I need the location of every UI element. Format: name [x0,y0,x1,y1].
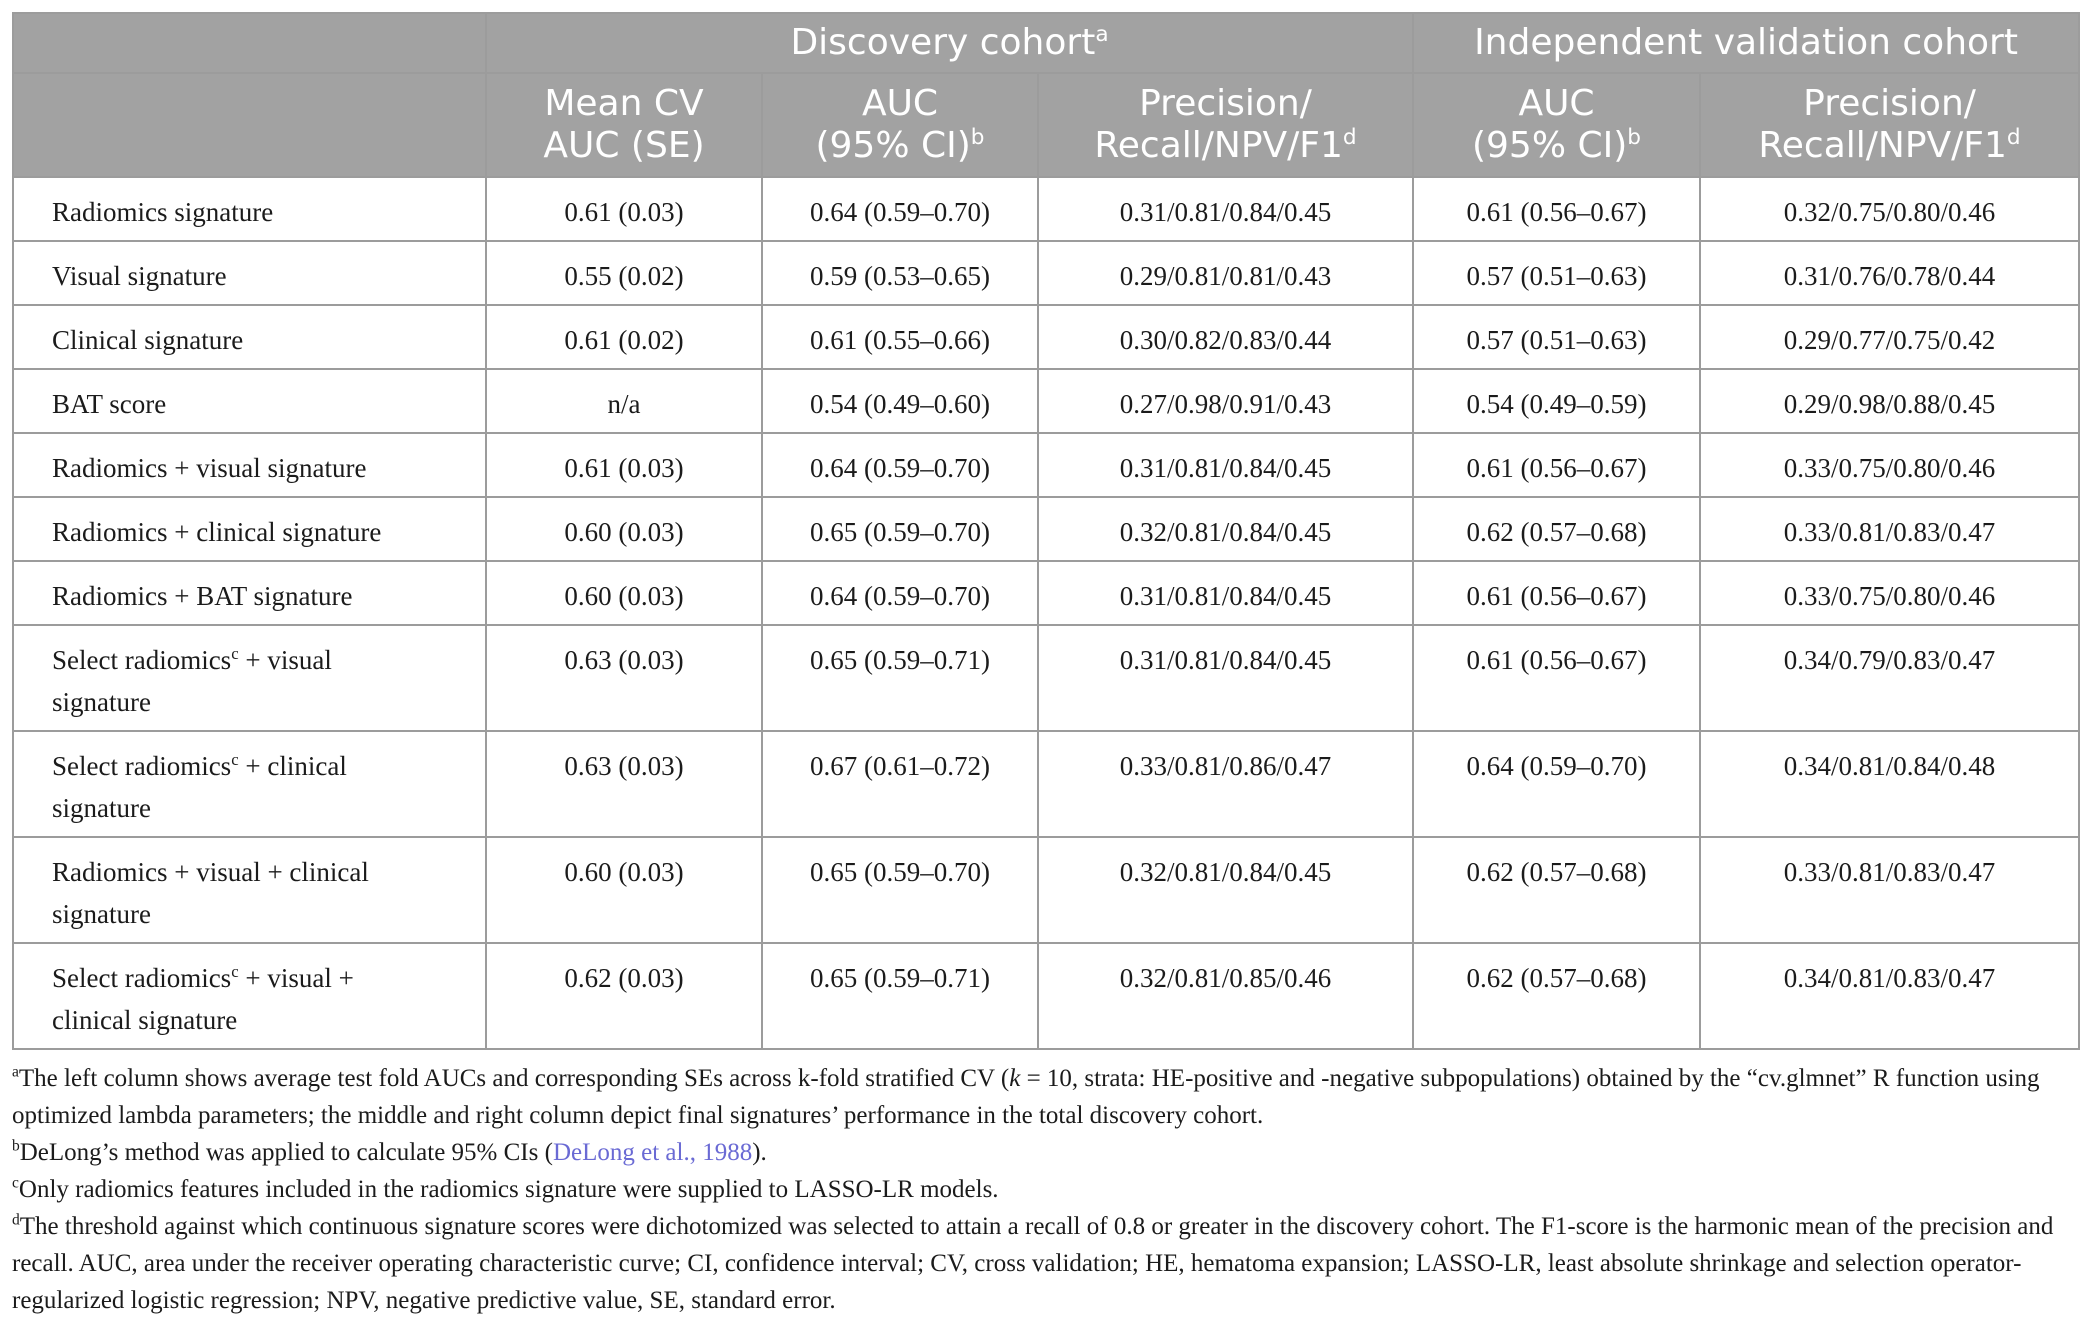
cell-discovery-precision: 0.31/0.81/0.84/0.45 [1038,177,1413,241]
cell-mean-cv: 0.63 (0.03) [486,731,762,837]
cell-discovery-precision: 0.29/0.81/0.81/0.43 [1038,241,1413,305]
group-header-discovery: Discovery cohort$^a$ [486,13,1413,73]
cell-validation-auc: 0.62 (0.57–0.68) [1413,497,1700,561]
row-label: BAT score [13,369,486,433]
row-label: Visual signature [13,241,486,305]
cell-discovery-auc: 0.65 (0.59–0.70) [762,837,1038,943]
header-empty-2 [13,73,486,177]
footnote-c: $^c$Only radiomics features included in the radiomics signature were supplied to LASSO-LR models. [12,1174,999,1203]
cell-validation-auc: 0.62 (0.57–0.68) [1413,837,1700,943]
cell-validation-auc: 0.61 (0.56–0.67) [1413,625,1700,731]
footnote-b: $^b$DeLong’s method was applied to calculate 95% CIs (DeLong et al., 1988). [12,1137,767,1166]
table-row [13,305,2079,369]
table-row [13,943,2079,1049]
row-label: Select radiomics$^c$ + visual + clinical signature [13,943,486,1049]
row-label: Radiomics + clinical signature [13,497,486,561]
results-table [12,12,2080,1050]
cell-validation-precision: 0.31/0.76/0.78/0.44 [1700,241,2079,305]
footnote-a: $^a$The left column shows average test fold AUCs and corresponding SEs across k-fold stratified CV (k = 10, strata: HE-positive and -negative subpopulations) obtained by the “cv.glmnet” R function using optimized lambda parameters; the middle and right column depict final signatures’ performance in the total discovery cohort. [12,1063,2040,1129]
cell-validation-precision: 0.29/0.98/0.88/0.45 [1700,369,2079,433]
cell-mean-cv: 0.60 (0.03) [486,497,762,561]
cell-discovery-auc: 0.59 (0.53–0.65) [762,241,1038,305]
footnote-d: $^d$The threshold against which continuous signature scores were dichotomized was selected to attain a recall of 0.8 or greater in the discovery cohort. The F1-score is the harmonic mean of the precision and recall. AUC, area under the receiver operating characteristic curve; CI, confidence interval; CV, cross validation; HE, hematoma expansion; LASSO-LR, least absolute shrinkage and selection operator-regularized logistic regression; NPV, negative predictive value, SE, standard error. [12,1211,2054,1314]
table-container [12,12,2078,1319]
cell-validation-precision: 0.34/0.81/0.84/0.48 [1700,731,2079,837]
row-label: Radiomics signature [13,177,486,241]
cell-discovery-precision: 0.32/0.81/0.84/0.45 [1038,837,1413,943]
cell-mean-cv: 0.61 (0.03) [486,433,762,497]
table-header [13,13,2079,177]
row-label: Radiomics + visual + clinical signature [13,837,486,943]
cell-discovery-auc: 0.61 (0.55–0.66) [762,305,1038,369]
citation-link[interactable]: DeLong et al., 1988 [552,1139,753,1166]
cell-discovery-auc: 0.64 (0.59–0.70) [762,561,1038,625]
header-empty [13,13,486,73]
cell-discovery-auc: 0.64 (0.59–0.70) [762,433,1038,497]
table-row [13,177,2079,241]
cell-discovery-precision: 0.31/0.81/0.84/0.45 [1038,625,1413,731]
cell-validation-auc: 0.61 (0.56–0.67) [1413,433,1700,497]
cell-validation-precision: 0.33/0.75/0.80/0.46 [1700,433,2079,497]
cell-mean-cv: 0.61 (0.03) [486,177,762,241]
cell-mean-cv: 0.63 (0.03) [486,625,762,731]
cell-validation-auc: 0.62 (0.57–0.68) [1413,943,1700,1049]
table-row [13,561,2079,625]
cell-validation-precision: 0.32/0.75/0.80/0.46 [1700,177,2079,241]
cell-discovery-precision: 0.33/0.81/0.86/0.47 [1038,731,1413,837]
table-row [13,497,2079,561]
cell-discovery-precision: 0.31/0.81/0.84/0.45 [1038,433,1413,497]
cell-discovery-precision: 0.27/0.98/0.91/0.43 [1038,369,1413,433]
cell-discovery-precision: 0.31/0.81/0.84/0.45 [1038,561,1413,625]
cell-validation-precision: 0.33/0.75/0.80/0.46 [1700,561,2079,625]
cell-discovery-auc: 0.54 (0.49–0.60) [762,369,1038,433]
cell-discovery-precision: 0.32/0.81/0.84/0.45 [1038,497,1413,561]
cell-validation-precision: 0.34/0.79/0.83/0.47 [1700,625,2079,731]
cell-validation-auc: 0.57 (0.51–0.63) [1413,305,1700,369]
table-body [13,177,2079,1049]
cell-discovery-auc: 0.65 (0.59–0.71) [762,943,1038,1049]
cell-mean-cv: 0.55 (0.02) [486,241,762,305]
cell-validation-precision: 0.29/0.77/0.75/0.42 [1700,305,2079,369]
row-label: Clinical signature [13,305,486,369]
cell-mean-cv: 0.60 (0.03) [486,837,762,943]
col-header-validation-auc: AUC (95% CI)$^b$ [1413,73,1700,177]
cell-discovery-precision: 0.32/0.81/0.85/0.46 [1038,943,1413,1049]
cell-validation-auc: 0.54 (0.49–0.59) [1413,369,1700,433]
table-row [13,731,2079,837]
cell-mean-cv: 0.61 (0.02) [486,305,762,369]
cell-mean-cv: 0.60 (0.03) [486,561,762,625]
cell-mean-cv: n/a [486,369,762,433]
cell-validation-precision: 0.33/0.81/0.83/0.47 [1700,837,2079,943]
cell-mean-cv: 0.62 (0.03) [486,943,762,1049]
table-footnotes [12,1060,2078,1319]
col-header-discovery-auc: AUC (95% CI)$^b$ [762,73,1038,177]
cell-discovery-auc: 0.65 (0.59–0.71) [762,625,1038,731]
col-header-validation-precision: Precision/ Recall/NPV/F1$^d$ [1700,73,2079,177]
cell-validation-precision: 0.33/0.81/0.83/0.47 [1700,497,2079,561]
cell-validation-auc: 0.61 (0.56–0.67) [1413,561,1700,625]
cell-discovery-auc: 0.65 (0.59–0.70) [762,497,1038,561]
cell-validation-precision: 0.34/0.81/0.83/0.47 [1700,943,2079,1049]
cell-validation-auc: 0.64 (0.59–0.70) [1413,731,1700,837]
col-header-mean-cv: Mean CV AUC (SE) [486,73,762,177]
cell-validation-auc: 0.61 (0.56–0.67) [1413,177,1700,241]
cell-discovery-auc: 0.64 (0.59–0.70) [762,177,1038,241]
table-row [13,433,2079,497]
table-row [13,837,2079,943]
cell-discovery-auc: 0.67 (0.61–0.72) [762,731,1038,837]
cell-validation-auc: 0.57 (0.51–0.63) [1413,241,1700,305]
row-label: Select radiomics$^c$ + clinical signature [13,731,486,837]
table-row [13,625,2079,731]
table-row [13,369,2079,433]
col-header-discovery-precision: Precision/ Recall/NPV/F1$^d$ [1038,73,1413,177]
row-label: Radiomics + BAT signature [13,561,486,625]
row-label: Select radiomics$^c$ + visual signature [13,625,486,731]
cell-discovery-precision: 0.30/0.82/0.83/0.44 [1038,305,1413,369]
row-label: Radiomics + visual signature [13,433,486,497]
group-header-validation: Independent validation cohort [1413,13,2079,73]
table-row [13,241,2079,305]
